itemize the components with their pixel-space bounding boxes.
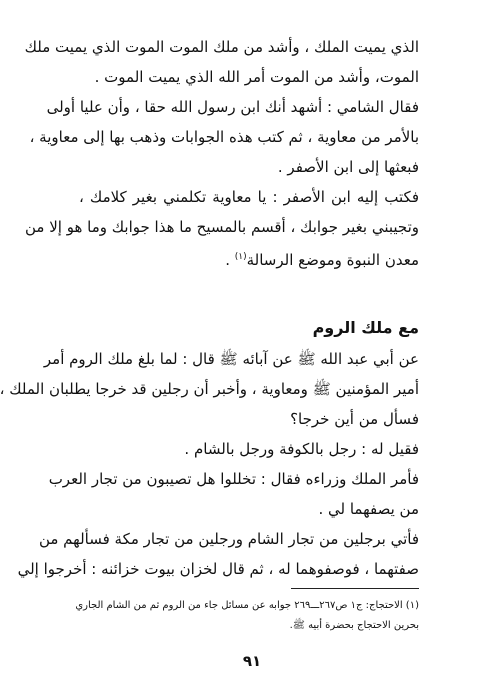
body-line: الموت، وأشد من الموت أمر الله الذي يميت الموت . [94,68,419,86]
body-line: معدن النبوة وموضع الرسالة$^{(١)}$ . [225,251,419,269]
body-line: فأتي برجلين من تجار الشام ورجلين من تجار مكة فسألهم من [38,530,419,548]
body-line: بالأمر من معاوية ، ثم كتب هذه الجوابات وذهب بها إلى معاوية ، [29,128,419,146]
body-line: فقال الشامي : أشهد أنك ابن رسول الله حقا ، وأن عليا أولى [46,98,419,116]
footnote-line: (١) الاحتجاج: ج١ ص٢٦٧ـــ٢٦٩ جوابه عن مسائل جاء من الروم ثم من الشام الجاري [75,600,419,611]
body-line: فقيل له : رجل بالكوفة ورجل بالشام . [184,440,419,458]
body-line: الذي يميت الملك ، وأشد من ملك الموت الموت الذي يميت ملك [24,38,419,56]
body-line: فبعثها إلى ابن الأصفر . [277,158,419,176]
body-line: فكتب إليه ابن الأصفر : يا معاوية تكلمني بغير كلامك ، [79,188,419,206]
page-number: ٩١ [242,652,262,670]
body-line: فأمر الملك وزراءه فقال : تخللوا هل تصيبون من تجار العرب [48,470,419,488]
footnote-divider [291,588,419,589]
body-line-text: معدن النبوة وموضع الرسالة [246,251,419,269]
section-heading: مع ملك الروم [312,318,419,337]
body-line: وتجيبني بغير جوابك ، أقسم بالمسيح ما هذا جوابك وما هو إلا من [25,218,419,236]
body-line: عن أبي عبد الله ﷺ عن آبائه ﷺ قال : لما بلغ ملك الروم أمر [43,350,419,368]
body-line: فسأل من أين خرجا؟ [290,410,419,428]
footnote-line: بحرين الاحتجاج بحضرة أبيه ﷺ. [289,620,419,631]
footnote-reference: (١) [234,252,247,262]
body-line: صفتهما ، فوصفوهما له ، ثم قال لخزان بيوت خزائنه : أخرجوا إلي [17,560,419,578]
body-line: من يصفهما لي . [318,500,419,518]
body-line: أمير المؤمنين ﷺ ومعاوية ، وأخبر أن رجلين قد خرجا يطلبان الملك ، [0,380,419,398]
